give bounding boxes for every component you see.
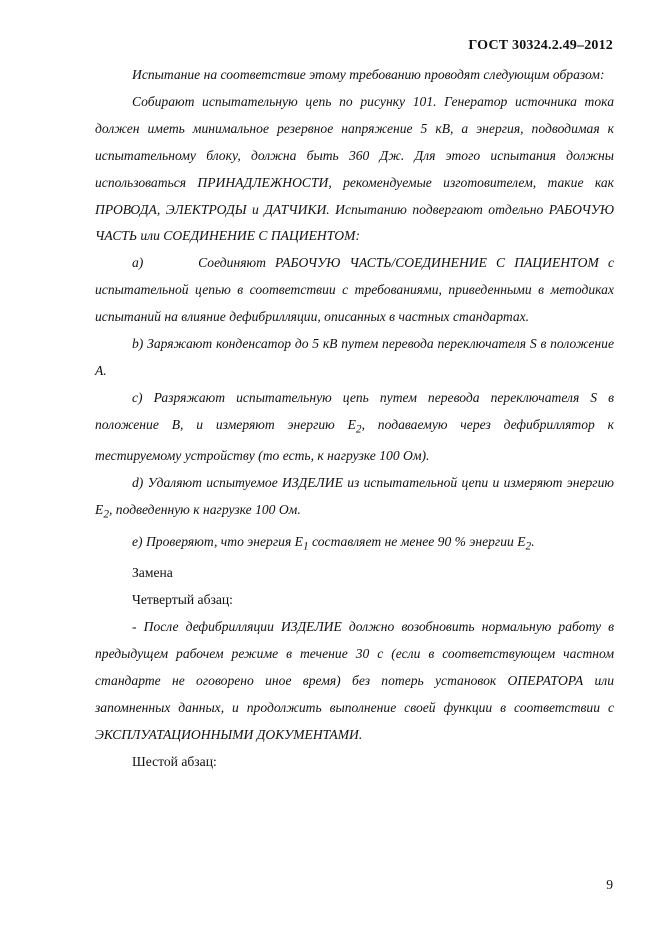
step-c-text: c) Разряжают испытательную цепь путем перевода переключателя S в положение В, и измеряют энергию E — [95, 389, 614, 432]
paragraph-after-defibrillation: - После дефибрилляции ИЗДЕЛИЕ должно возобновить нормальную работу в предыдущем рабочем режиме в течение 30 с (если в соответствующем частном стандарте не оговорено иное время) без потерь установок ОПЕРАТОРА или запомненных данных, и продолжить выполнение своей функции в соответствии с ЭКСПЛУАТАЦИОННЫМИ ДОКУМЕНТАМИ. — [95, 619, 614, 742]
step-e-subscript-2: 2 — [525, 540, 532, 553]
paragraph-step-a: a) Соединяют РАБОЧУЮ ЧАСТЬ/СОЕДИНЕНИЕ С ПАЦИЕНТОМ с испытательной цепью в соответствии с требованиями, приведенными в методиках испытаний на влияние дефибрилляции, описанных в частных стандартах. — [95, 255, 618, 325]
paragraph-step-c — [95, 385, 614, 470]
paragraph-step-e — [95, 529, 614, 561]
step-d-text: d) Удаляют испытуемое ИЗДЕЛИЕ из испытательной цепи и измеряют энергию E — [95, 475, 614, 518]
step-c-text-end: , подаваемую через дефибриллятор к тестируемому устройству (то есть, к нагрузке 100 Ом). — [95, 416, 614, 464]
label-fourth-paragraph: Четвертый абзац: — [132, 592, 233, 608]
step-c-subscript: 2 — [355, 423, 362, 436]
step-e-text-end: . — [531, 533, 535, 549]
document-body — [95, 62, 618, 776]
step-e-subscript-1: 1 — [302, 540, 309, 553]
paragraph-step-d — [95, 470, 614, 529]
step-d-subscript: 2 — [103, 508, 109, 521]
paragraph-step-b: b) Заряжают конденсатор до 5 кВ путем перевода переключателя S в положение А. — [95, 336, 614, 378]
page-number: 9 — [606, 877, 613, 892]
label-sixth-paragraph: Шестой абзац: — [132, 753, 217, 769]
document-header: ГОСТ 30324.2.49–2012 — [468, 38, 613, 53]
step-e-text: e) Проверяют, что энергия E — [132, 533, 303, 549]
label-replacement: Замена — [132, 565, 173, 581]
step-d-text-end: , подведенную к нагрузке 100 Ом. — [108, 502, 301, 518]
paragraph-test-setup: Собирают испытательную цепь по рисунку 101. Генератор источника тока должен иметь минимальное резервное напряжение 5 кВ, а энергия, подводимая к испытательному блоку, должна быть 360 Дж. Для этого испытания должны использоваться ПРИНАДЛЕЖНОСТИ, рекомендуемые изготовителем, такие как ПРОВОДА, ЭЛЕКТРОДЫ и ДАТЧИКИ. Испытанию подвергают отдельно РАБОЧУЮ ЧАСТЬ или СОЕДИНЕНИЕ С ПАЦИЕНТОМ: — [95, 93, 614, 244]
step-e-text-mid: составляет не менее 90 % энергии E — [308, 533, 526, 549]
paragraph-test-intro: Испытание на соответствие этому требованию проводят следующим образом: — [132, 67, 605, 82]
